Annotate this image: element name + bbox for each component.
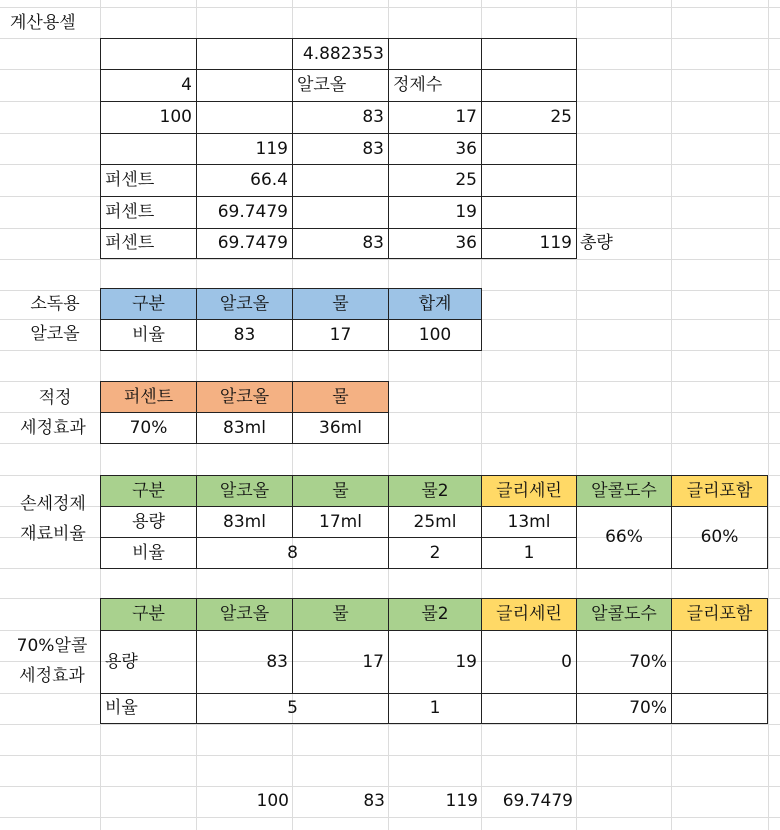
alc70-header[interactable]: 글리포함 [671,598,768,631]
sanitizer-cell[interactable]: 비율 [100,537,197,569]
sanitizer-header[interactable]: 물2 [388,475,482,507]
calc-cell[interactable] [292,196,389,229]
calc-cell[interactable]: 4.882353 [292,38,389,70]
sanitizer-cell[interactable]: 13ml [481,506,577,538]
cell-title[interactable]: 계산용셀 [10,12,76,33]
calc-cell[interactable]: 19 [388,196,482,229]
calc-cell[interactable] [292,164,389,197]
sanitizer-label[interactable]: 재료비율 [20,523,86,544]
alc70-cell[interactable]: 19 [388,630,482,694]
calc-cell[interactable]: 66.4 [196,164,293,197]
calc-cell[interactable] [196,69,293,102]
disinfect-header[interactable]: 합계 [388,288,482,320]
alc70-cell[interactable]: 0 [481,630,577,694]
calc-cell[interactable] [100,133,197,165]
calc-cell[interactable] [481,196,577,229]
disinfect-label[interactable]: 소독용 [30,293,80,314]
alc70-cell[interactable]: 17 [292,630,389,694]
alc70-header[interactable]: 알콜도수 [576,598,672,631]
calc-cell[interactable]: 100 [100,101,197,134]
appropriate-label[interactable]: 세정효과 [20,417,86,438]
appropriate-cell[interactable]: 70% [100,412,197,444]
calc-cell[interactable]: 83 [292,133,389,165]
calc-cell[interactable] [481,69,577,102]
alc70-cell[interactable] [671,630,768,694]
alc70-label[interactable]: 세정효과 [19,665,85,686]
alc70-header[interactable]: 구분 [100,598,197,631]
sanitizer-header[interactable]: 알콜도수 [576,475,672,507]
sanitizer-alcohol-degree-cell[interactable]: 66% [576,506,672,569]
appropriate-header[interactable]: 퍼센트 [100,381,197,413]
appropriate-header[interactable]: 알코올 [196,381,293,413]
bottom-cell[interactable]: 100 [256,791,289,811]
sanitizer-header[interactable]: 글리포함 [671,475,768,507]
gridline-horizontal [0,7,780,8]
bottom-cell[interactable]: 83 [363,791,385,811]
sanitizer-glycerin-incl-cell[interactable]: 60% [671,506,768,569]
alc70-cell[interactable]: 용량 [100,630,197,694]
alc70-label[interactable]: 70%알콜 [16,635,88,656]
alc70-header[interactable]: 물2 [388,598,482,631]
gridline-horizontal [0,817,780,818]
alc70-header[interactable]: 알코올 [196,598,293,631]
calc-cell[interactable] [196,38,293,70]
disinfect-header[interactable]: 물 [292,288,389,320]
appropriate-label[interactable]: 적정 [38,387,72,408]
calc-cell[interactable]: 25 [388,164,482,197]
disinfect-label[interactable]: 알코올 [30,323,80,344]
calc-cell[interactable] [196,101,293,134]
alc70-cell[interactable] [671,693,768,724]
calc-cell[interactable]: 퍼센트 [100,164,197,197]
calc-cell[interactable]: 정제수 [388,69,482,102]
disinfect-cell[interactable]: 100 [388,319,482,351]
bottom-cell[interactable]: 69.7479 [502,791,573,811]
calc-cell[interactable] [481,133,577,165]
calc-cell[interactable] [481,38,577,70]
alc70-header[interactable]: 글리세린 [481,598,577,631]
sanitizer-cell[interactable]: 25ml [388,506,482,538]
alc70-cell[interactable]: 83 [196,630,293,694]
calc-cell[interactable]: 83 [292,228,389,259]
calc-cell[interactable]: 36 [388,228,482,259]
calc-cell[interactable]: 25 [481,101,577,134]
sanitizer-header[interactable]: 알코올 [196,475,293,507]
gridline-horizontal [0,755,780,756]
calc-cell[interactable]: 17 [388,101,482,134]
sanitizer-cell[interactable]: 17ml [292,506,389,538]
alc70-cell[interactable] [481,693,577,724]
bottom-cell[interactable]: 119 [445,791,478,811]
disinfect-cell[interactable]: 83 [196,319,293,351]
calc-cell[interactable]: 69.7479 [196,228,293,259]
alc70-header[interactable]: 물 [292,598,389,631]
gridline-horizontal [0,724,780,725]
alc70-ratio-merged-cell[interactable]: 5 [196,693,389,724]
sanitizer-header[interactable]: 글리세린 [481,475,577,507]
disinfect-header[interactable]: 구분 [100,288,197,320]
calc-cell[interactable]: 119 [481,228,577,259]
sanitizer-cell[interactable]: 용량 [100,506,197,538]
calc-cell[interactable]: 83 [292,101,389,134]
gridline-vertical [768,0,769,830]
calc-cell[interactable]: 알코올 [292,69,389,102]
alc70-cell[interactable]: 1 [388,693,482,724]
sanitizer-cell[interactable]: 83ml [196,506,293,538]
calc-cell[interactable] [481,164,577,197]
appropriate-header[interactable]: 물 [292,381,389,413]
total-label-cell[interactable]: 총량 [580,233,613,253]
sanitizer-header[interactable]: 구분 [100,475,197,507]
calc-cell[interactable]: 4 [100,69,197,102]
calc-cell[interactable]: 69.7479 [196,196,293,229]
alc70-cell[interactable]: 70% [576,693,672,724]
appropriate-cell[interactable]: 36ml [292,412,389,444]
alc70-cell[interactable]: 비율 [100,693,197,724]
calc-cell[interactable]: 119 [196,133,293,165]
calc-cell[interactable] [388,38,482,70]
alc70-cell[interactable]: 70% [576,630,672,694]
disinfect-header[interactable]: 알코올 [196,288,293,320]
sanitizer-cell[interactable]: 1 [481,537,577,569]
appropriate-cell[interactable]: 83ml [196,412,293,444]
gridline-horizontal [0,259,780,260]
calc-cell[interactable]: 퍼센트 [100,228,197,259]
calc-cell[interactable]: 퍼센트 [100,196,197,229]
disinfect-cell[interactable]: 비율 [100,319,197,351]
sanitizer-label[interactable]: 손세정제 [20,493,86,514]
disinfect-cell[interactable]: 17 [292,319,389,351]
calc-cell[interactable]: 36 [388,133,482,165]
sanitizer-ratio-merged-cell[interactable]: 8 [196,537,389,569]
sanitizer-cell[interactable]: 2 [388,537,482,569]
calc-cell[interactable] [100,38,197,70]
sanitizer-header[interactable]: 물 [292,475,389,507]
